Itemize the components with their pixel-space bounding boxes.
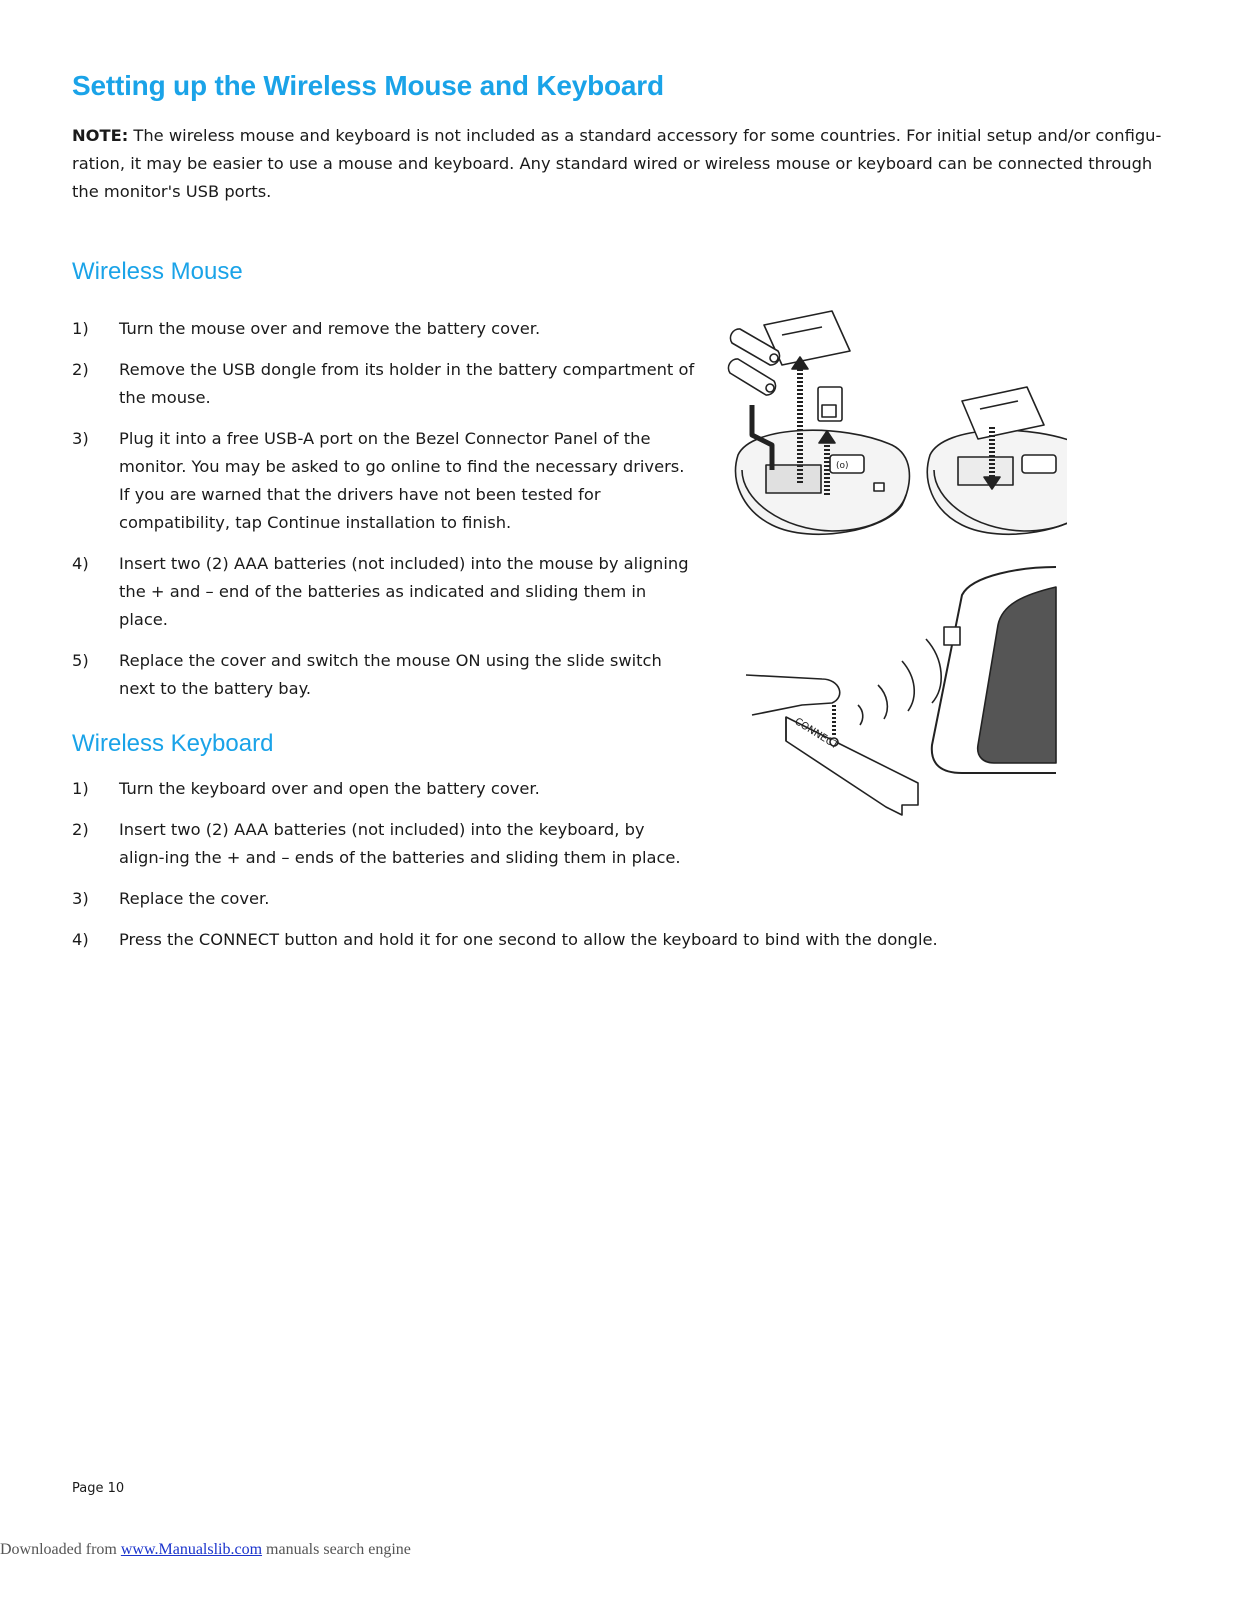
step-number: 4) (72, 554, 89, 573)
page-number: Page 10 (72, 1481, 125, 1496)
list-item (72, 315, 697, 343)
list-item (72, 816, 689, 872)
step-text: Insert two (2) AAA batteries (not included) into the mouse by aligning the + and – end of the batteries as indicated and sliding them in place. (119, 554, 689, 629)
manualslib-link[interactable]: www.Manualslib.com (120, 1541, 263, 1558)
wireless-keyboard-heading: Wireless Keyboard (72, 730, 274, 757)
note-text: The wireless mouse and keyboard is not included as a standard accessory for some countries. For initial setup and/or configu-ration, it may be easier to use a mouse and keyboard. Any standard wired or wireless mouse or keyboard can be connected through the monitor's USB ports. (72, 126, 1162, 201)
wireless-mouse-heading: Wireless Mouse (72, 258, 243, 285)
step-text: Insert two (2) AAA batteries (not included) into the keyboard, by align-ing the + and – ends of the batteries and sliding them in place. (119, 820, 681, 867)
list-item (72, 926, 1072, 954)
setup-illustration (722, 305, 1067, 825)
step-text: Plug it into a free USB-A port on the Bezel Connector Panel of the monitor. You may be asked to go online to find the necessary drivers. If you are warned that the drivers have not been tested for compatibility, tap Continue installation to finish. (119, 429, 685, 532)
step-number: 5) (72, 651, 89, 670)
mouse-open-icon (736, 430, 910, 534)
step-number: 2) (72, 360, 89, 379)
step-number: 1) (72, 319, 89, 338)
list-item (72, 356, 697, 412)
list-item (72, 550, 697, 634)
page-title: Setting up the Wireless Mouse and Keyboard (72, 70, 664, 101)
usb-dongle-icon (818, 387, 842, 421)
list-item (72, 425, 697, 537)
footer-prefix: Downloaded from (0, 1541, 121, 1558)
svg-text:(o): (o) (836, 461, 849, 471)
finger-icon (746, 675, 840, 715)
list-item (72, 647, 697, 703)
wireless-signal-icon (858, 639, 941, 725)
step-number: 3) (72, 429, 89, 448)
step-text: Turn the mouse over and remove the battery cover. (119, 319, 541, 338)
step-text: Replace the cover and switch the mouse ON using the slide switch next to the battery bay. (119, 651, 662, 698)
mouse-closed-icon (927, 387, 1067, 534)
footer-suffix: manuals search engine (262, 1541, 411, 1558)
step-text: Replace the cover. (119, 889, 270, 908)
connect-label: CONNECT (792, 716, 840, 752)
step-text: Remove the USB dongle from its holder in the battery compartment of the mouse. (119, 360, 695, 407)
monitor-icon (932, 567, 1056, 773)
download-footer (0, 1541, 411, 1559)
step-number: 2) (72, 820, 89, 839)
list-item (72, 885, 1072, 913)
note-paragraph (72, 122, 1162, 206)
mouse-steps-list (72, 315, 697, 716)
step-number: 4) (72, 930, 89, 949)
step-text: Turn the keyboard over and open the battery cover. (119, 779, 540, 798)
note-label: NOTE: (72, 126, 129, 145)
step-text: Press the CONNECT button and hold it for one second to allow the keyboard to bind with the dongle. (119, 930, 938, 949)
step-number: 1) (72, 779, 89, 798)
step-number: 3) (72, 889, 89, 908)
